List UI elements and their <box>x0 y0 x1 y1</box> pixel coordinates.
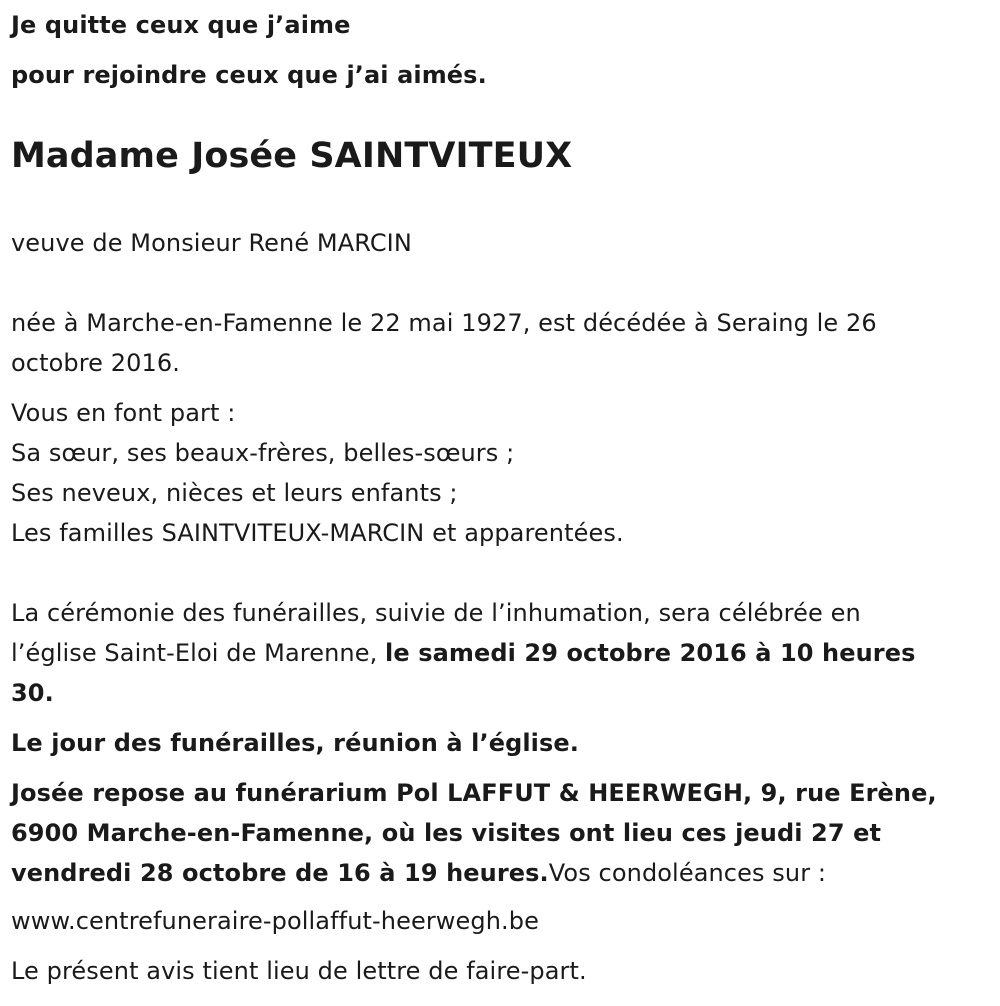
notice-text: Le présent avis tient lieu de lettre de faire-part. <box>11 957 587 985</box>
meeting-info: Le jour des funérailles, réunion à l’église. <box>11 729 579 757</box>
visitation-hours: vendredi 28 octobre de 16 à 19 heures. <box>11 859 549 887</box>
family-line: Sa sœur, ses beaux-frères, belles-sœurs ; <box>11 439 515 467</box>
ceremony-line-1: La cérémonie des funérailles, suivie de l’inhumation, sera célébrée en <box>11 599 861 627</box>
ceremony-line-2 <box>11 638 916 668</box>
visitation-line-3 <box>11 858 826 888</box>
visitation-line-1: Josée repose au funérarium Pol LAFFUT & HEERWEGH, 9, rue Erène, <box>11 779 937 807</box>
deceased-name: Madame Josée SAINTVITEUX <box>11 136 573 176</box>
ceremony-line-3: 30. <box>11 679 54 707</box>
widow-of: veuve de Monsieur René MARCIN <box>11 229 412 257</box>
condolences-label: Vos condoléances sur : <box>548 859 827 887</box>
birth-death-line-1: née à Marche-en-Famenne le 22 mai 1927, est décédée à Seraing le 26 <box>11 309 877 337</box>
epitaph-line-2: pour rejoindre ceux que j’ai aimés. <box>11 61 487 89</box>
family-line: Ses neveux, nièces et leurs enfants ; <box>11 479 458 507</box>
epitaph-line-1: Je quitte ceux que j’aime <box>11 11 351 39</box>
visitation-line-2: 6900 Marche-en-Famenne, où les visites ont lieu ces jeudi 27 et <box>11 819 882 847</box>
ceremony-location: l’église Saint-Eloi de Marenne, <box>11 639 386 667</box>
ceremony-date: le samedi 29 octobre 2016 à 10 heures <box>385 639 916 667</box>
birth-death-line-2: octobre 2016. <box>11 349 180 377</box>
family-line: Les familles SAINTVITEUX-MARCIN et apparentées. <box>11 519 624 547</box>
website-link[interactable]: www.centrefuneraire-pollaffut-heerwegh.be <box>11 907 539 935</box>
announcement-intro: Vous en font part : <box>11 399 236 427</box>
